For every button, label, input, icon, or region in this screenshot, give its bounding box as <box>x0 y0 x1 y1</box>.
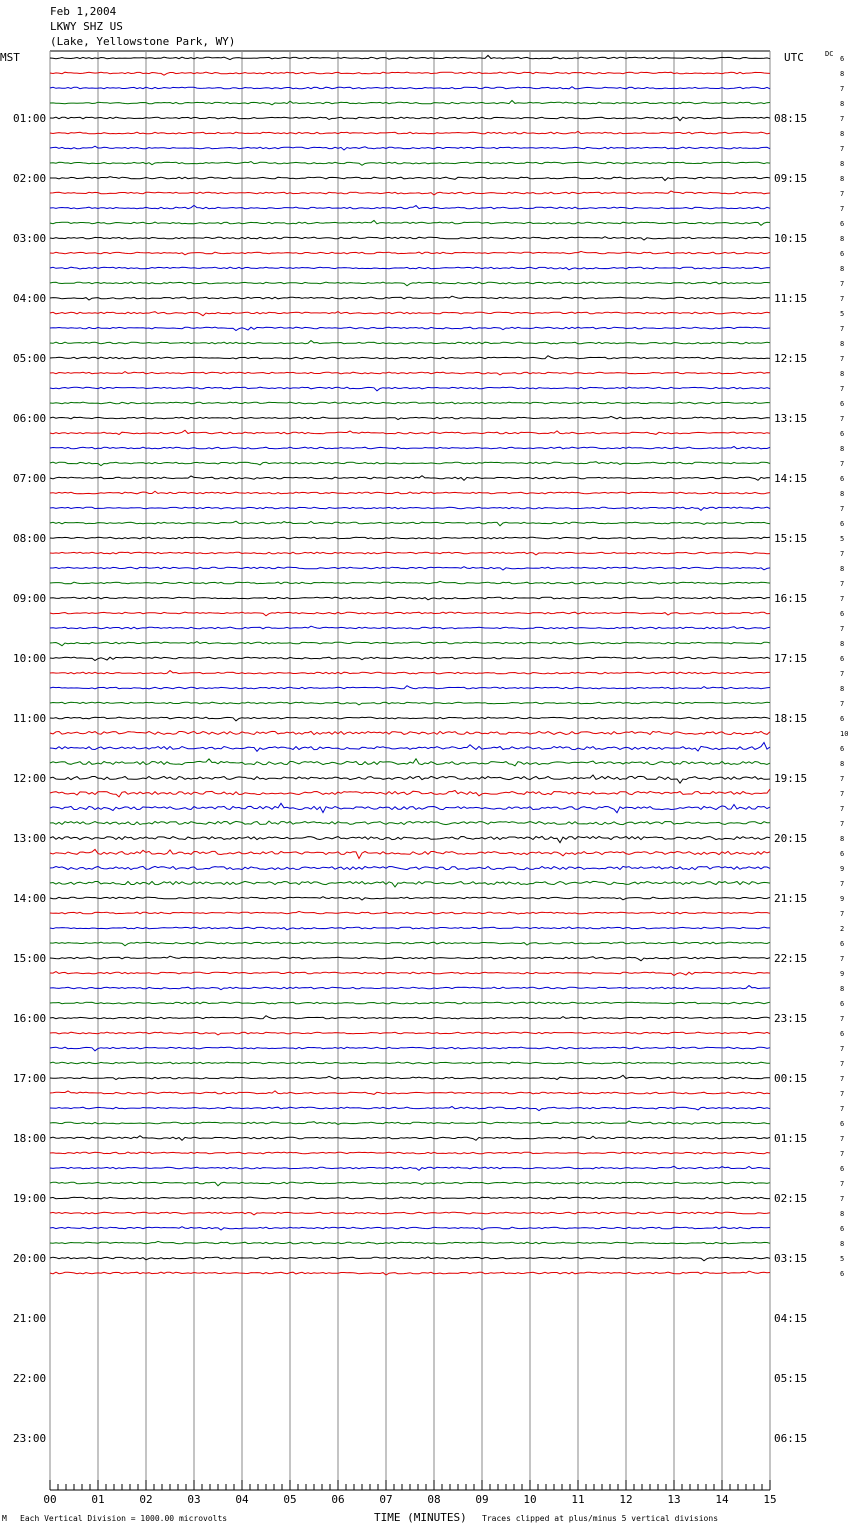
trace-52 <box>50 836 770 842</box>
hour-label-left-12: 13:00 <box>13 832 47 845</box>
hour-label-left-21: 22:00 <box>13 1372 47 1385</box>
dc-offset-65: 6 <box>840 1030 845 1038</box>
trace-1 <box>50 72 770 75</box>
station-code: LKWY SHZ US <box>50 20 123 33</box>
x-axis-title: TIME (MINUTES) <box>374 1511 467 1524</box>
dc-offset-12: 8 <box>840 235 845 243</box>
x-tick-label-8: 08 <box>427 1493 441 1506</box>
dc-offset-26: 8 <box>840 445 845 453</box>
dc-offset-64: 7 <box>840 1015 845 1023</box>
dc-offset-36: 7 <box>840 595 845 603</box>
dc-offset-9: 7 <box>840 190 845 198</box>
trace-30 <box>50 507 770 510</box>
hour-label-right-9: 17:15 <box>774 652 808 665</box>
dc-offset-3: 8 <box>840 100 845 108</box>
dc-offset-39: 8 <box>840 640 845 648</box>
dc-offset-20: 7 <box>840 355 845 363</box>
dc-offset-1: 8 <box>840 70 845 78</box>
trace-57 <box>50 911 770 914</box>
hour-label-left-1: 02:00 <box>13 172 47 185</box>
dc-offset-66: 7 <box>840 1045 845 1053</box>
trace-62 <box>50 986 770 990</box>
trace-20 <box>50 356 770 359</box>
hour-label-right-8: 16:15 <box>774 592 808 605</box>
trace-44 <box>50 717 770 721</box>
dc-offset-77: 8 <box>840 1210 845 1218</box>
dc-offset-22: 7 <box>840 385 845 393</box>
dc-offset-54: 9 <box>840 865 845 873</box>
trace-66 <box>50 1047 770 1051</box>
trace-8 <box>50 177 770 181</box>
hour-label-left-0: 01:00 <box>13 112 47 125</box>
dc-offset-73: 7 <box>840 1150 845 1158</box>
seismic-traces <box>50 55 770 1275</box>
trace-18 <box>50 327 770 330</box>
trace-76 <box>50 1197 770 1199</box>
x-tick-label-10: 10 <box>523 1493 537 1506</box>
hour-label-left-7: 08:00 <box>13 532 47 545</box>
dc-offset-16: 7 <box>840 295 845 303</box>
dc-offset-72: 7 <box>840 1135 845 1143</box>
hour-label-right-20: 04:15 <box>774 1312 808 1325</box>
trace-68 <box>50 1075 770 1079</box>
trace-81 <box>50 1271 770 1275</box>
x-tick-label-13: 13 <box>667 1493 681 1506</box>
trace-54 <box>50 866 770 869</box>
dc-offset-76: 7 <box>840 1195 845 1203</box>
trace-79 <box>50 1241 770 1244</box>
trace-56 <box>50 897 770 900</box>
trace-6 <box>50 146 770 150</box>
hour-label-right-22: 06:15 <box>774 1432 808 1445</box>
trace-36 <box>50 597 770 600</box>
trace-28 <box>50 476 770 481</box>
trace-77 <box>50 1212 770 1215</box>
x-tick-label-1: 01 <box>91 1493 105 1506</box>
x-tick-label-15: 15 <box>763 1493 777 1506</box>
trace-24 <box>50 416 770 419</box>
dc-offset-0: 6 <box>840 55 845 63</box>
hour-label-left-14: 15:00 <box>13 952 47 965</box>
trace-69 <box>50 1091 770 1095</box>
trace-72 <box>50 1136 770 1141</box>
trace-23 <box>50 402 770 404</box>
hour-label-right-1: 09:15 <box>774 172 808 185</box>
trace-13 <box>50 251 770 254</box>
hour-label-right-19: 03:15 <box>774 1252 808 1265</box>
dc-offset-38: 7 <box>840 625 845 633</box>
trace-19 <box>50 341 770 344</box>
hour-label-right-16: 00:15 <box>774 1072 808 1085</box>
dc-offset-75: 7 <box>840 1180 845 1188</box>
trace-70 <box>50 1107 770 1111</box>
x-tick-label-3: 03 <box>187 1493 201 1506</box>
hour-label-left-9: 10:00 <box>13 652 47 665</box>
hour-label-right-12: 20:15 <box>774 832 808 845</box>
dc-offset-52: 8 <box>840 835 845 843</box>
hour-label-left-11: 12:00 <box>13 772 47 785</box>
dc-offset-68: 7 <box>840 1075 845 1083</box>
trace-5 <box>50 131 770 134</box>
trace-38 <box>50 626 770 629</box>
dc-offset-13: 6 <box>840 250 845 258</box>
trace-58 <box>50 927 770 930</box>
trace-61 <box>50 972 770 976</box>
dc-offset-49: 7 <box>840 790 845 798</box>
trace-29 <box>50 491 770 494</box>
dc-offset-62: 8 <box>840 985 845 993</box>
trace-7 <box>50 162 770 166</box>
record-date: Feb 1,2004 <box>50 5 117 18</box>
trace-10 <box>50 205 770 208</box>
dc-offset-59: 6 <box>840 940 845 948</box>
trace-53 <box>50 849 770 858</box>
left-timezone-label: MST <box>0 51 20 64</box>
hour-label-left-13: 14:00 <box>13 892 47 905</box>
x-tick-label-14: 14 <box>715 1493 729 1506</box>
trace-17 <box>50 312 770 316</box>
dc-offset-10: 7 <box>840 205 845 213</box>
dc-offset-45: 10 <box>840 730 849 738</box>
station-location: (Lake, Yellowstone Park, WY) <box>50 35 236 48</box>
trace-21 <box>50 372 770 375</box>
dc-offset-58: 2 <box>840 925 845 933</box>
dc-offset-15: 7 <box>840 280 845 288</box>
clipping-note: Traces clipped at plus/minus 5 vertical divisions <box>482 1514 719 1523</box>
x-tick-label-2: 02 <box>139 1493 153 1506</box>
trace-75 <box>50 1182 770 1186</box>
dc-offset-40: 6 <box>840 655 845 663</box>
dc-offset-47: 8 <box>840 760 845 768</box>
trace-71 <box>50 1121 770 1124</box>
trace-63 <box>50 1002 770 1004</box>
dc-offset-61: 9 <box>840 970 845 978</box>
hour-label-right-11: 19:15 <box>774 772 808 785</box>
dc-offset-27: 7 <box>840 460 845 468</box>
trace-45 <box>50 731 770 734</box>
dc-offset-25: 6 <box>840 430 845 438</box>
dc-offset-30: 7 <box>840 505 845 513</box>
right-timezone-label: UTC <box>784 51 804 64</box>
trace-2 <box>50 87 770 89</box>
scale-note: Each Vertical Division = 1000.00 microvolts <box>20 1514 228 1523</box>
hour-label-right-5: 13:15 <box>774 412 808 425</box>
hour-label-right-0: 08:15 <box>774 112 808 125</box>
dc-offset-24: 7 <box>840 415 845 423</box>
dc-label: DC <box>825 50 834 58</box>
hour-label-left-20: 21:00 <box>13 1312 47 1325</box>
time-axis <box>43 1480 776 1506</box>
hour-label-left-2: 03:00 <box>13 232 47 245</box>
dc-offset-46: 6 <box>840 745 845 753</box>
trace-67 <box>50 1062 770 1064</box>
dc-offset-43: 7 <box>840 700 845 708</box>
trace-74 <box>50 1166 770 1170</box>
hour-label-left-16: 17:00 <box>13 1072 47 1085</box>
trace-33 <box>50 552 770 555</box>
hour-label-right-14: 22:15 <box>774 952 808 965</box>
hour-label-right-17: 01:15 <box>774 1132 808 1145</box>
hour-label-right-3: 11:15 <box>774 292 808 305</box>
dc-offset-81: 6 <box>840 1270 845 1278</box>
dc-offset-56: 9 <box>840 895 845 903</box>
trace-25 <box>50 430 770 434</box>
dc-offset-18: 7 <box>840 325 845 333</box>
dc-offset-21: 8 <box>840 370 845 378</box>
trace-49 <box>50 789 770 797</box>
dc-offset-53: 6 <box>840 850 845 858</box>
footer-mark: M <box>2 1514 7 1523</box>
hour-label-left-18: 19:00 <box>13 1192 47 1205</box>
trace-40 <box>50 657 770 660</box>
trace-65 <box>50 1032 770 1035</box>
trace-35 <box>50 581 770 584</box>
trace-31 <box>50 521 770 526</box>
trace-11 <box>50 220 770 225</box>
trace-59 <box>50 942 770 946</box>
trace-4 <box>50 117 770 120</box>
dc-offset-14: 8 <box>840 265 845 273</box>
x-tick-label-12: 12 <box>619 1493 633 1506</box>
trace-60 <box>50 956 770 961</box>
dc-offset-28: 6 <box>840 475 845 483</box>
hour-label-left-10: 11:00 <box>13 712 47 725</box>
trace-42 <box>50 686 770 689</box>
dc-offset-35: 7 <box>840 580 845 588</box>
dc-offset-17: 5 <box>840 310 845 318</box>
dc-offset-32: 5 <box>840 535 845 543</box>
dc-offset-23: 6 <box>840 400 845 408</box>
trace-43 <box>50 702 770 705</box>
dc-offset-37: 6 <box>840 610 845 618</box>
trace-12 <box>50 237 770 240</box>
dc-offset-67: 7 <box>840 1060 845 1068</box>
hour-label-left-8: 09:00 <box>13 592 47 605</box>
dc-offset-70: 7 <box>840 1105 845 1113</box>
trace-39 <box>50 642 770 646</box>
trace-80 <box>50 1257 770 1261</box>
trace-37 <box>50 612 770 616</box>
trace-0 <box>50 55 770 59</box>
x-tick-label-11: 11 <box>571 1493 585 1506</box>
dc-offset-74: 6 <box>840 1165 845 1173</box>
dc-offset-34: 8 <box>840 565 845 573</box>
x-tick-label-5: 05 <box>283 1493 297 1506</box>
hour-label-right-6: 14:15 <box>774 472 808 485</box>
hour-label-right-4: 12:15 <box>774 352 808 365</box>
trace-9 <box>50 191 770 195</box>
hour-label-right-7: 15:15 <box>774 532 808 545</box>
dc-offset-4: 7 <box>840 115 845 123</box>
hour-label-left-5: 06:00 <box>13 412 47 425</box>
trace-32 <box>50 537 770 539</box>
minute-gridlines <box>50 51 770 1490</box>
trace-46 <box>50 743 770 752</box>
trace-47 <box>50 759 770 766</box>
dc-offset-48: 7 <box>840 775 845 783</box>
trace-48 <box>50 775 770 783</box>
trace-3 <box>50 101 770 105</box>
dc-offset-41: 7 <box>840 670 845 678</box>
dc-offset-19: 8 <box>840 340 845 348</box>
x-tick-label-0: 00 <box>43 1493 57 1506</box>
dc-offset-8: 8 <box>840 175 845 183</box>
trace-41 <box>50 671 770 674</box>
dc-offset-31: 6 <box>840 520 845 528</box>
x-tick-label-9: 09 <box>475 1493 489 1506</box>
trace-26 <box>50 447 770 449</box>
dc-offset-55: 7 <box>840 880 845 888</box>
x-tick-label-6: 06 <box>331 1493 345 1506</box>
x-tick-label-7: 07 <box>379 1493 393 1506</box>
trace-78 <box>50 1227 770 1230</box>
hour-label-left-6: 07:00 <box>13 472 47 485</box>
dc-offset-29: 8 <box>840 490 845 498</box>
trace-55 <box>50 881 770 887</box>
trace-16 <box>50 296 770 300</box>
dc-offset-69: 7 <box>840 1090 845 1098</box>
hour-label-right-10: 18:15 <box>774 712 808 725</box>
dc-offset-80: 5 <box>840 1255 845 1263</box>
hour-label-right-15: 23:15 <box>774 1012 808 1025</box>
hour-label-left-22: 23:00 <box>13 1432 47 1445</box>
trace-15 <box>50 282 770 286</box>
hour-label-right-13: 21:15 <box>774 892 808 905</box>
trace-27 <box>50 462 770 466</box>
hour-label-right-18: 02:15 <box>774 1192 808 1205</box>
hour-label-left-4: 05:00 <box>13 352 47 365</box>
dc-offset-6: 7 <box>840 145 845 153</box>
hour-label-left-15: 16:00 <box>13 1012 47 1025</box>
dc-offset-7: 8 <box>840 160 845 168</box>
dc-offset-50: 7 <box>840 805 845 813</box>
dc-offset-79: 8 <box>840 1240 845 1248</box>
dc-offset-60: 7 <box>840 955 845 963</box>
dc-offset-42: 8 <box>840 685 845 693</box>
trace-50 <box>50 803 770 812</box>
dc-offset-5: 8 <box>840 130 845 138</box>
trace-51 <box>50 821 770 825</box>
dc-offset-2: 7 <box>840 85 845 93</box>
trace-73 <box>50 1152 770 1154</box>
hour-label-left-3: 04:00 <box>13 292 47 305</box>
hour-label-left-19: 20:00 <box>13 1252 47 1265</box>
hour-label-right-2: 10:15 <box>774 232 808 245</box>
hour-label-left-17: 18:00 <box>13 1132 47 1145</box>
x-tick-label-4: 04 <box>235 1493 249 1506</box>
dc-offset-51: 7 <box>840 820 845 828</box>
dc-offset-44: 6 <box>840 715 845 723</box>
trace-34 <box>50 567 770 570</box>
trace-14 <box>50 267 770 270</box>
dc-offset-71: 6 <box>840 1120 845 1128</box>
dc-offset-63: 6 <box>840 1000 845 1008</box>
dc-offset-33: 7 <box>840 550 845 558</box>
trace-64 <box>50 1016 770 1019</box>
hour-label-right-21: 05:15 <box>774 1372 808 1385</box>
trace-22 <box>50 387 770 391</box>
dc-offset-11: 6 <box>840 220 845 228</box>
dc-offset-78: 6 <box>840 1225 845 1233</box>
dc-offset-57: 7 <box>840 910 845 918</box>
